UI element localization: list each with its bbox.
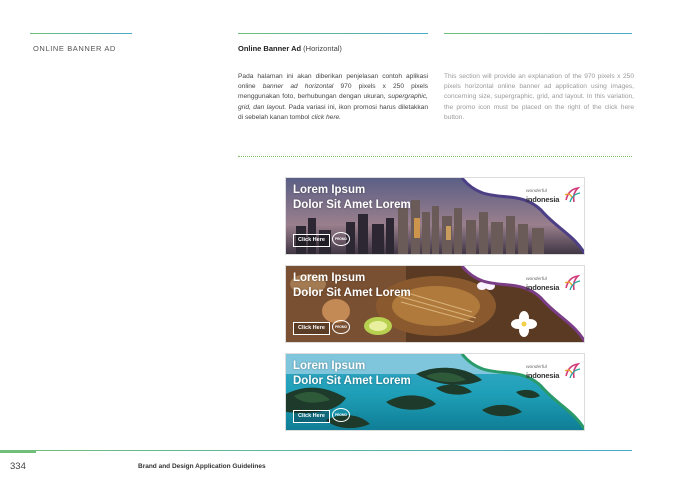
banner-headline-2: Dolor Sit Amet Lorem (293, 375, 411, 387)
garuda-logo-icon (562, 274, 582, 294)
desc-id-em3: click here. (311, 113, 342, 121)
top-rule-middle (238, 33, 428, 34)
desc-id-part3: Pada variasi ini, ikon promosi harus diletakkan di sebelah kanan tombol (238, 103, 428, 121)
logo-indonesia-text: indonesia (526, 283, 560, 292)
section-label: ONLINE BANNER AD (33, 44, 116, 53)
banner-headline-2: Dolor Sit Amet Lorem (293, 199, 411, 211)
click-here-button[interactable]: Click Here (293, 234, 330, 247)
desc-id-em2: supergraphic, grid, dan layout. (238, 93, 428, 111)
page-number: 334 (10, 461, 26, 472)
promo-seal-icon: PROMO (332, 320, 350, 334)
top-rule-right (444, 33, 632, 34)
footer-rule (0, 450, 632, 451)
logo-wonderful-text: wonderful (526, 365, 547, 370)
description-english: This section will provide an explanation of the 970 pixels x 250 pixels horizontal online banner ad application using images, concerning size, supergraphic, grid, and layout. In this variation, the promo icon must be placed on the right of the click here button. (444, 73, 634, 121)
section-title-bold: Online Banner Ad (238, 44, 302, 53)
banner-ad-city[interactable] (285, 177, 585, 255)
click-here-button[interactable]: Click Here (293, 322, 330, 335)
banner-headline-1: Lorem Ipsum (293, 360, 366, 372)
logo-indonesia-text: indonesia (526, 371, 560, 380)
banner-headline-2: Dolor Sit Amet Lorem (293, 287, 411, 299)
banner-headline-1: Lorem Ipsum (293, 184, 366, 196)
top-rule-left (30, 33, 132, 34)
garuda-logo-icon (562, 186, 582, 206)
desc-id-em1: banner ad horizontal (262, 83, 334, 91)
logo-indonesia-text: indonesia (526, 195, 560, 204)
wonderful-indonesia-logo (526, 186, 582, 212)
wonderful-indonesia-logo (526, 274, 582, 300)
promo-seal-icon: PROMO (332, 408, 350, 422)
banner-ad-islands[interactable] (285, 353, 585, 431)
footer-title: Brand and Design Application Guidelines (138, 463, 266, 470)
banner-headline-1: Lorem Ipsum (293, 272, 366, 284)
banner-ad-spa[interactable] (285, 265, 585, 343)
promo-seal-icon: PROMO (332, 232, 350, 246)
logo-wonderful-text: wonderful (526, 277, 547, 282)
click-here-button[interactable]: Click Here (293, 410, 330, 423)
section-title-rest: (Horizontal) (303, 44, 342, 53)
desc-id-part1: Pada halaman ini akan diberikan penjelasan contoh aplikasi online (238, 73, 428, 91)
dotted-divider (238, 156, 632, 157)
wonderful-indonesia-logo (526, 362, 582, 388)
logo-wonderful-text: wonderful (526, 189, 547, 194)
desc-id-part2: 970 pixels x 250 pixels menggunakan foto, berhubungan dengan ukuran, (238, 83, 428, 101)
section-title (238, 44, 342, 53)
description-indonesian (238, 72, 428, 123)
footer-accent-bar (0, 450, 36, 453)
garuda-logo-icon (562, 362, 582, 382)
